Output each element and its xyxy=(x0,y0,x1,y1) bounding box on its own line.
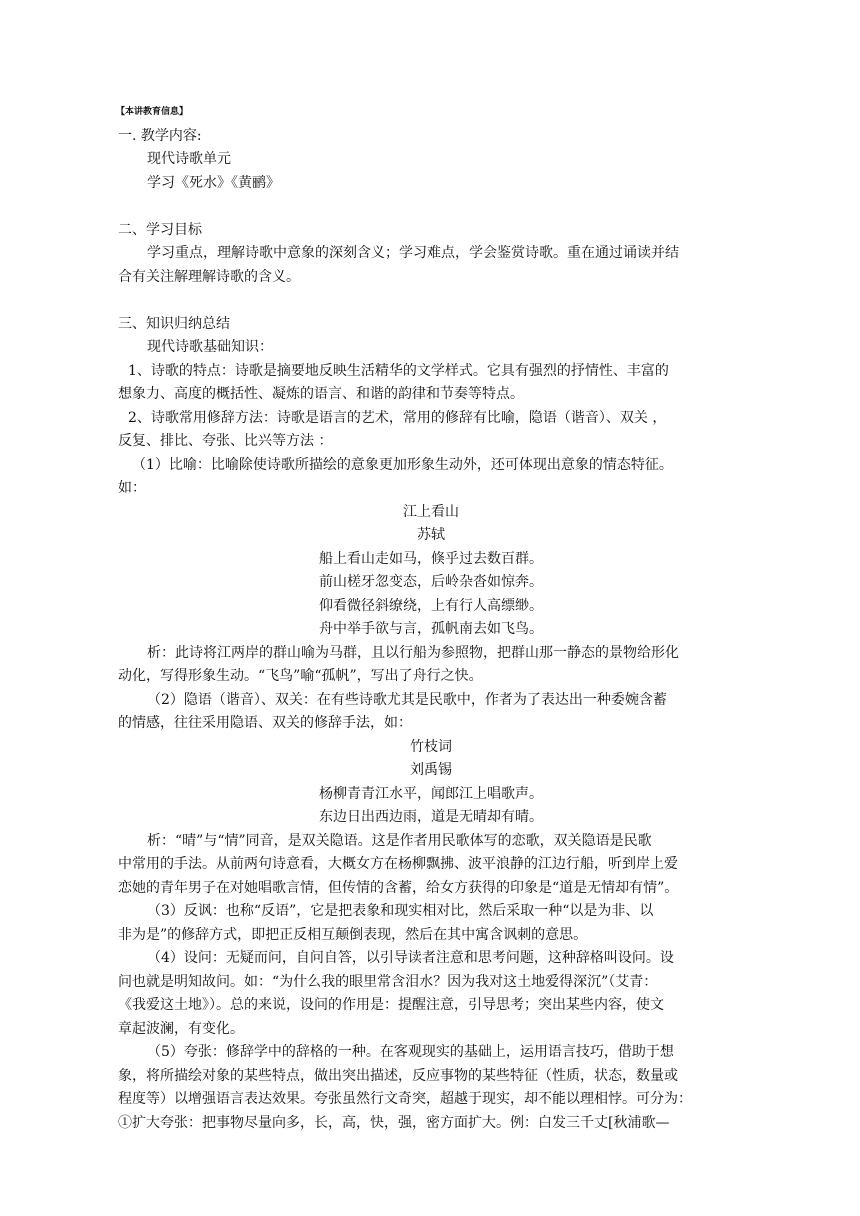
paragraph-line: （4）设问：无疑而问，自问自答，以引导读者注意和思考问题，这种辞格叫设问。设 xyxy=(147,950,674,966)
paragraph-line: 学习重点，理解诗歌中意象的深刻含义；学习难点，学会鉴赏诗歌。重在通过诵读并结 xyxy=(147,245,679,261)
spacer xyxy=(118,195,744,219)
poem-line: 仰看微径斜缭绕，上有行人高缥缈。 xyxy=(319,597,543,614)
paragraph-line: 非为是”的修辞方式，即把正反相互颠倒表现，然后在其中寓含讽刺的意思。 xyxy=(118,926,588,943)
paragraph-line: ①扩大夸张：把事物尽量向多，长，高，快，强，密方面扩大。例：白发三千丈[秋浦歌— xyxy=(118,1114,670,1131)
paragraph-line: 反复、排比、夸张、比兴等方法 ： xyxy=(118,433,333,449)
paragraph-line: 问也就是明知故问。如：“为什么我的眼里常含泪水？因为我对这土地爱得深沉”（艾青： xyxy=(118,973,658,990)
poem-line: 东边日出西边雨，道是无晴却有晴。 xyxy=(319,809,543,825)
poem-title: 竹枝词 xyxy=(410,738,452,755)
paragraph-line: （1）比喻：比喻除使诗歌所描绘的意象更加形象生动外，还可体现出意象的情态特征。 xyxy=(132,456,673,473)
document-page xyxy=(118,101,744,1135)
paragraph-line: 想象力、高度的概括性、凝炼的语言、和谐的韵律和节奏等特点。 xyxy=(118,386,524,402)
paragraph-line: 合有关注解理解诗歌的含义。 xyxy=(118,268,300,285)
spacer xyxy=(118,289,744,313)
poem-title: 江上看山 xyxy=(403,503,459,520)
paragraph-line: （2）隐语（谐音）、双关：在有些诗歌尤其是民歌中，作者为了表达出一种委婉含蓄 xyxy=(147,691,667,708)
section-1-line: 现代诗歌单元 xyxy=(147,151,231,167)
paragraph-line: （3）反讽：也称“反语”，它是把表象和现实相对比，然后采取一种“以是为非、以 xyxy=(147,903,654,919)
poem-line: 船上看山走如马，倏乎过去数百群。 xyxy=(319,550,543,567)
section-1-line: 学习《死水》《黄鹂》 xyxy=(147,174,280,191)
paragraph-line: 的情感，往往采用隐语、双关的修辞手法，如： xyxy=(118,715,412,731)
section-3-heading: 三、知识归纳总结 xyxy=(118,315,230,332)
analysis-line: 动化，写得形象生动。“飞鸟”喻“孤帆”，写出了舟行之快。 xyxy=(118,668,483,684)
document-header: 【本讲教育信息】 xyxy=(116,107,189,117)
poem-line: 前山槎牙忽变态，后岭杂沓如惊奔。 xyxy=(319,574,543,590)
section-2-heading: 二、学习目标 xyxy=(118,221,202,238)
paragraph-line: 如： xyxy=(118,480,146,496)
poem-author: 苏轼 xyxy=(417,527,445,543)
paragraph-line: 2、诗歌常用修辞方法：诗歌是语言的艺术，常用的修辞有比喻，隐语（谐音）、双关 ， xyxy=(128,409,667,426)
poem-line: 杨柳青青江水平，闻郎江上唱歌声。 xyxy=(319,785,543,802)
analysis-line: 析：此诗将江两岸的群山喻为马群，且以行船为参照物，把群山那一静态的景物给形化 xyxy=(147,644,679,661)
analysis-line: 中常用的手法。从前两句诗意看，大概女方在杨柳飘拂、波平浪静的江边行船，听到岸上爱 xyxy=(118,856,678,872)
paragraph-line: 现代诗歌基础知识： xyxy=(147,339,273,355)
analysis-line: 析：“晴”与“情”同音，是双关隐语。这是作者用民歌体写的恋歌，双关隐语是民歌 xyxy=(147,832,652,849)
poem-author: 刘禹锡 xyxy=(410,762,452,778)
analysis-line: 恋她的青年男子在对她唱歌言情，但传情的含蓄，给女方获得的印象是“道是无情却有情”。 xyxy=(118,879,679,896)
paragraph-line: 《我爱这土地》）。总的来说，设问的作用是：提醒注意，引导思考；突出某些内容，使文 xyxy=(118,997,664,1013)
paragraph-line: 象，将所描绘对象的某些特点，做出突出描述，反应事物的某些特征（性质，状态，数量或 xyxy=(118,1067,678,1084)
poem-line: 舟中举手欲与言，孤帆南去如飞鸟。 xyxy=(319,621,543,637)
paragraph-line: 1、诗歌的特点：诗歌是摘要地反映生活精华的文学样式。它具有强烈的抒情性、丰富的 xyxy=(128,362,669,379)
paragraph-line: 程度等）以增强语言表达效果。夸张虽然行文奇突，超越于现实，却不能以理相悖。可分为： xyxy=(118,1091,692,1107)
paragraph-line: （5）夸张：修辞学中的辞格的一种。在客观现实的基础上，运用语言技巧，借助于想 xyxy=(147,1044,674,1060)
section-1-heading: 一. 教学内容: xyxy=(118,127,202,144)
paragraph-line: 章起波澜，有变化。 xyxy=(118,1020,244,1037)
